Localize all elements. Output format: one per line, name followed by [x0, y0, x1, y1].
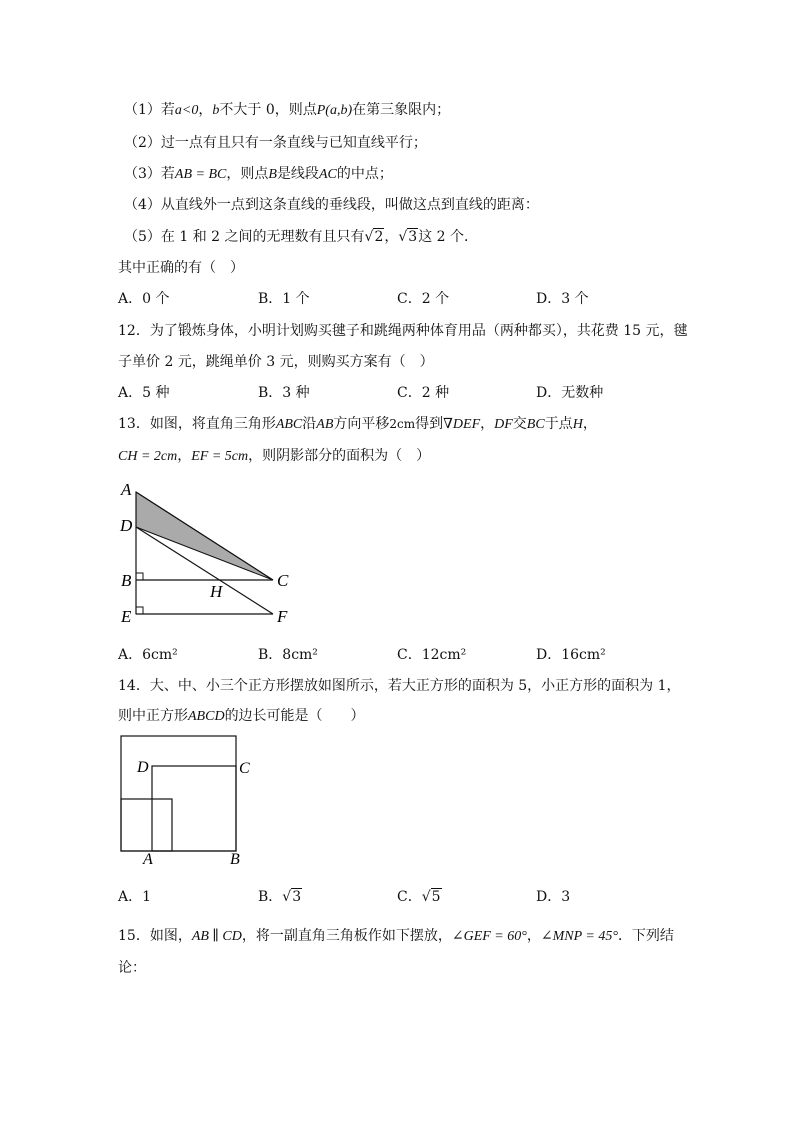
label-b: B [230, 851, 240, 868]
q12-option-c: C．2 种 [397, 385, 450, 401]
q11-statement-5: （5）在 1 和 2 之间的无理数有且只有√2，√3这 2 个． [124, 229, 479, 245]
sqrt-icon: √5 [421, 889, 441, 905]
q14-option-d: D．3 [536, 889, 571, 905]
q11-option-d: D．3 个 [536, 291, 589, 307]
q14-line-1: 14．大、中、小三个正方形摆放如图所示，若大正方形的面积为 5，小正方形的面积为 1， [118, 678, 681, 694]
label-c: C [239, 760, 250, 777]
q11-question: 其中正确的有（ ） [118, 260, 244, 276]
q15-line-1: 15．如图，AB ∥ CD，将一副直角三角板作如下摆放，∠GEF = 60°，∠MNP = 45°．下列结 [118, 928, 674, 944]
q13-line-2: CH = 2cm，EF = 5cm，则阴影部分的面积为（ ） [118, 448, 431, 464]
q13-option-c: C．12cm² [397, 647, 467, 663]
q11-statement-4: （4）从直线外一点到这条直线的垂线段，叫做这点到直线的距离： [124, 197, 539, 213]
q11-option-c: C．2 个 [397, 291, 450, 307]
sqrt-icon: √3 [398, 229, 418, 245]
q12-line-1: 12．为了锻炼身体，小明计划购买毽子和跳绳两种体育用品（两种都买），共花费 15 元，毽 [118, 323, 688, 339]
q11-statement-1: （1）若a<0，b不大于 0，则点P(a,b)在第三象限内； [124, 102, 451, 118]
q13-option-a: A．6cm² [118, 647, 178, 663]
label-b: B [121, 571, 132, 590]
q11-statement-2: （2）过一点有且只有一条直线与已知直线平行； [124, 135, 427, 151]
sqrt-icon: √3 [282, 889, 302, 905]
q13-figure [112, 478, 312, 628]
small-square [121, 799, 172, 851]
q13-line-1: 13．如图，将直角三角形ABC沿AB方向平移2cm得到∇DEF，DF交BC于点H， [118, 416, 597, 432]
q14-option-c: C．√5 [397, 889, 441, 905]
label-c: C [277, 571, 289, 590]
q15-line-2: 论： [118, 960, 146, 976]
q13-option-d: D．16cm² [536, 647, 606, 663]
right-angle-mark [136, 573, 143, 580]
sqrt-icon: √2 [364, 229, 384, 245]
label-d: D [120, 516, 133, 535]
q14-option-a: A．1 [118, 889, 152, 905]
label-a: A [121, 480, 132, 499]
q12-option-a: A．5 种 [118, 385, 170, 401]
q12-line-2: 子单价 2 元，跳绳单价 3 元，则购买方案有（ ） [118, 354, 434, 370]
label-h: H [210, 582, 223, 601]
q14-line-2: 则中正方形ABCD的边长可能是（ ） [118, 708, 365, 724]
q13-option-b: B．8cm² [258, 647, 318, 663]
label-d: D [137, 759, 149, 776]
label-a: A [143, 851, 153, 868]
q11-option-b: B．1 个 [258, 291, 310, 307]
label-e: E [121, 607, 132, 626]
q12-option-b: B．3 种 [258, 385, 310, 401]
q14-figure [110, 728, 270, 873]
right-angle-mark [136, 607, 143, 614]
q11-option-a: A．0 个 [118, 291, 170, 307]
q14-option-b: B．√3 [258, 889, 302, 905]
medium-square [152, 766, 236, 851]
q12-option-d: D．无数种 [536, 385, 604, 401]
q11-statement-3: （3）若AB = BC，则点B是线段AC的中点； [124, 166, 393, 182]
large-square [121, 736, 236, 851]
label-f: F [277, 607, 288, 626]
